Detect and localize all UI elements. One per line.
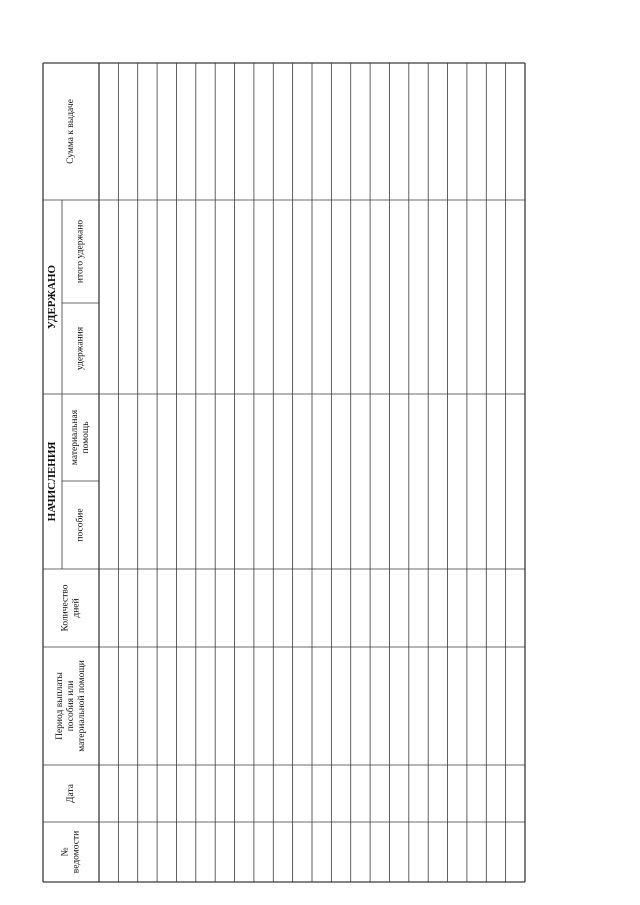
header-period-line: материальной помощи [77,660,88,752]
header-days [61,584,82,631]
header-accruals [46,442,58,522]
header-date-line: Дата [66,784,77,803]
header-deductions-line: УДЕРЖАНО [46,264,59,330]
header-number-line: ведомости [71,830,82,874]
header-allowance-line: пособие [75,508,86,542]
header-amount-due-line: Сумма к выдаче [66,99,77,164]
table-header [46,99,91,873]
header-period [55,660,87,752]
header-date [66,783,76,803]
header-number [61,831,82,873]
header-amount-due [66,99,76,164]
header-material-aid [70,409,91,465]
header-period-line: пособия или [66,680,77,732]
header-allowance [75,508,86,541]
header-material-aid-line: помощь [81,421,92,454]
header-deductions-col [76,326,86,370]
header-deductions-col-line: удержания [75,326,86,371]
header-material-aid-line: материальная [70,409,81,466]
header-days-line: дней [71,598,82,618]
header-total-deducted-line: итого удержано [75,219,86,284]
header-number-line: № [60,847,71,857]
header-accruals-line: НАЧИСЛЕНИЯ [46,441,59,522]
header-deductions [46,264,58,329]
header-days-line: Количество [60,584,71,632]
header-period-line: Период выплаты [55,672,66,740]
table-grid [43,63,525,882]
header-total-deducted [76,220,86,283]
